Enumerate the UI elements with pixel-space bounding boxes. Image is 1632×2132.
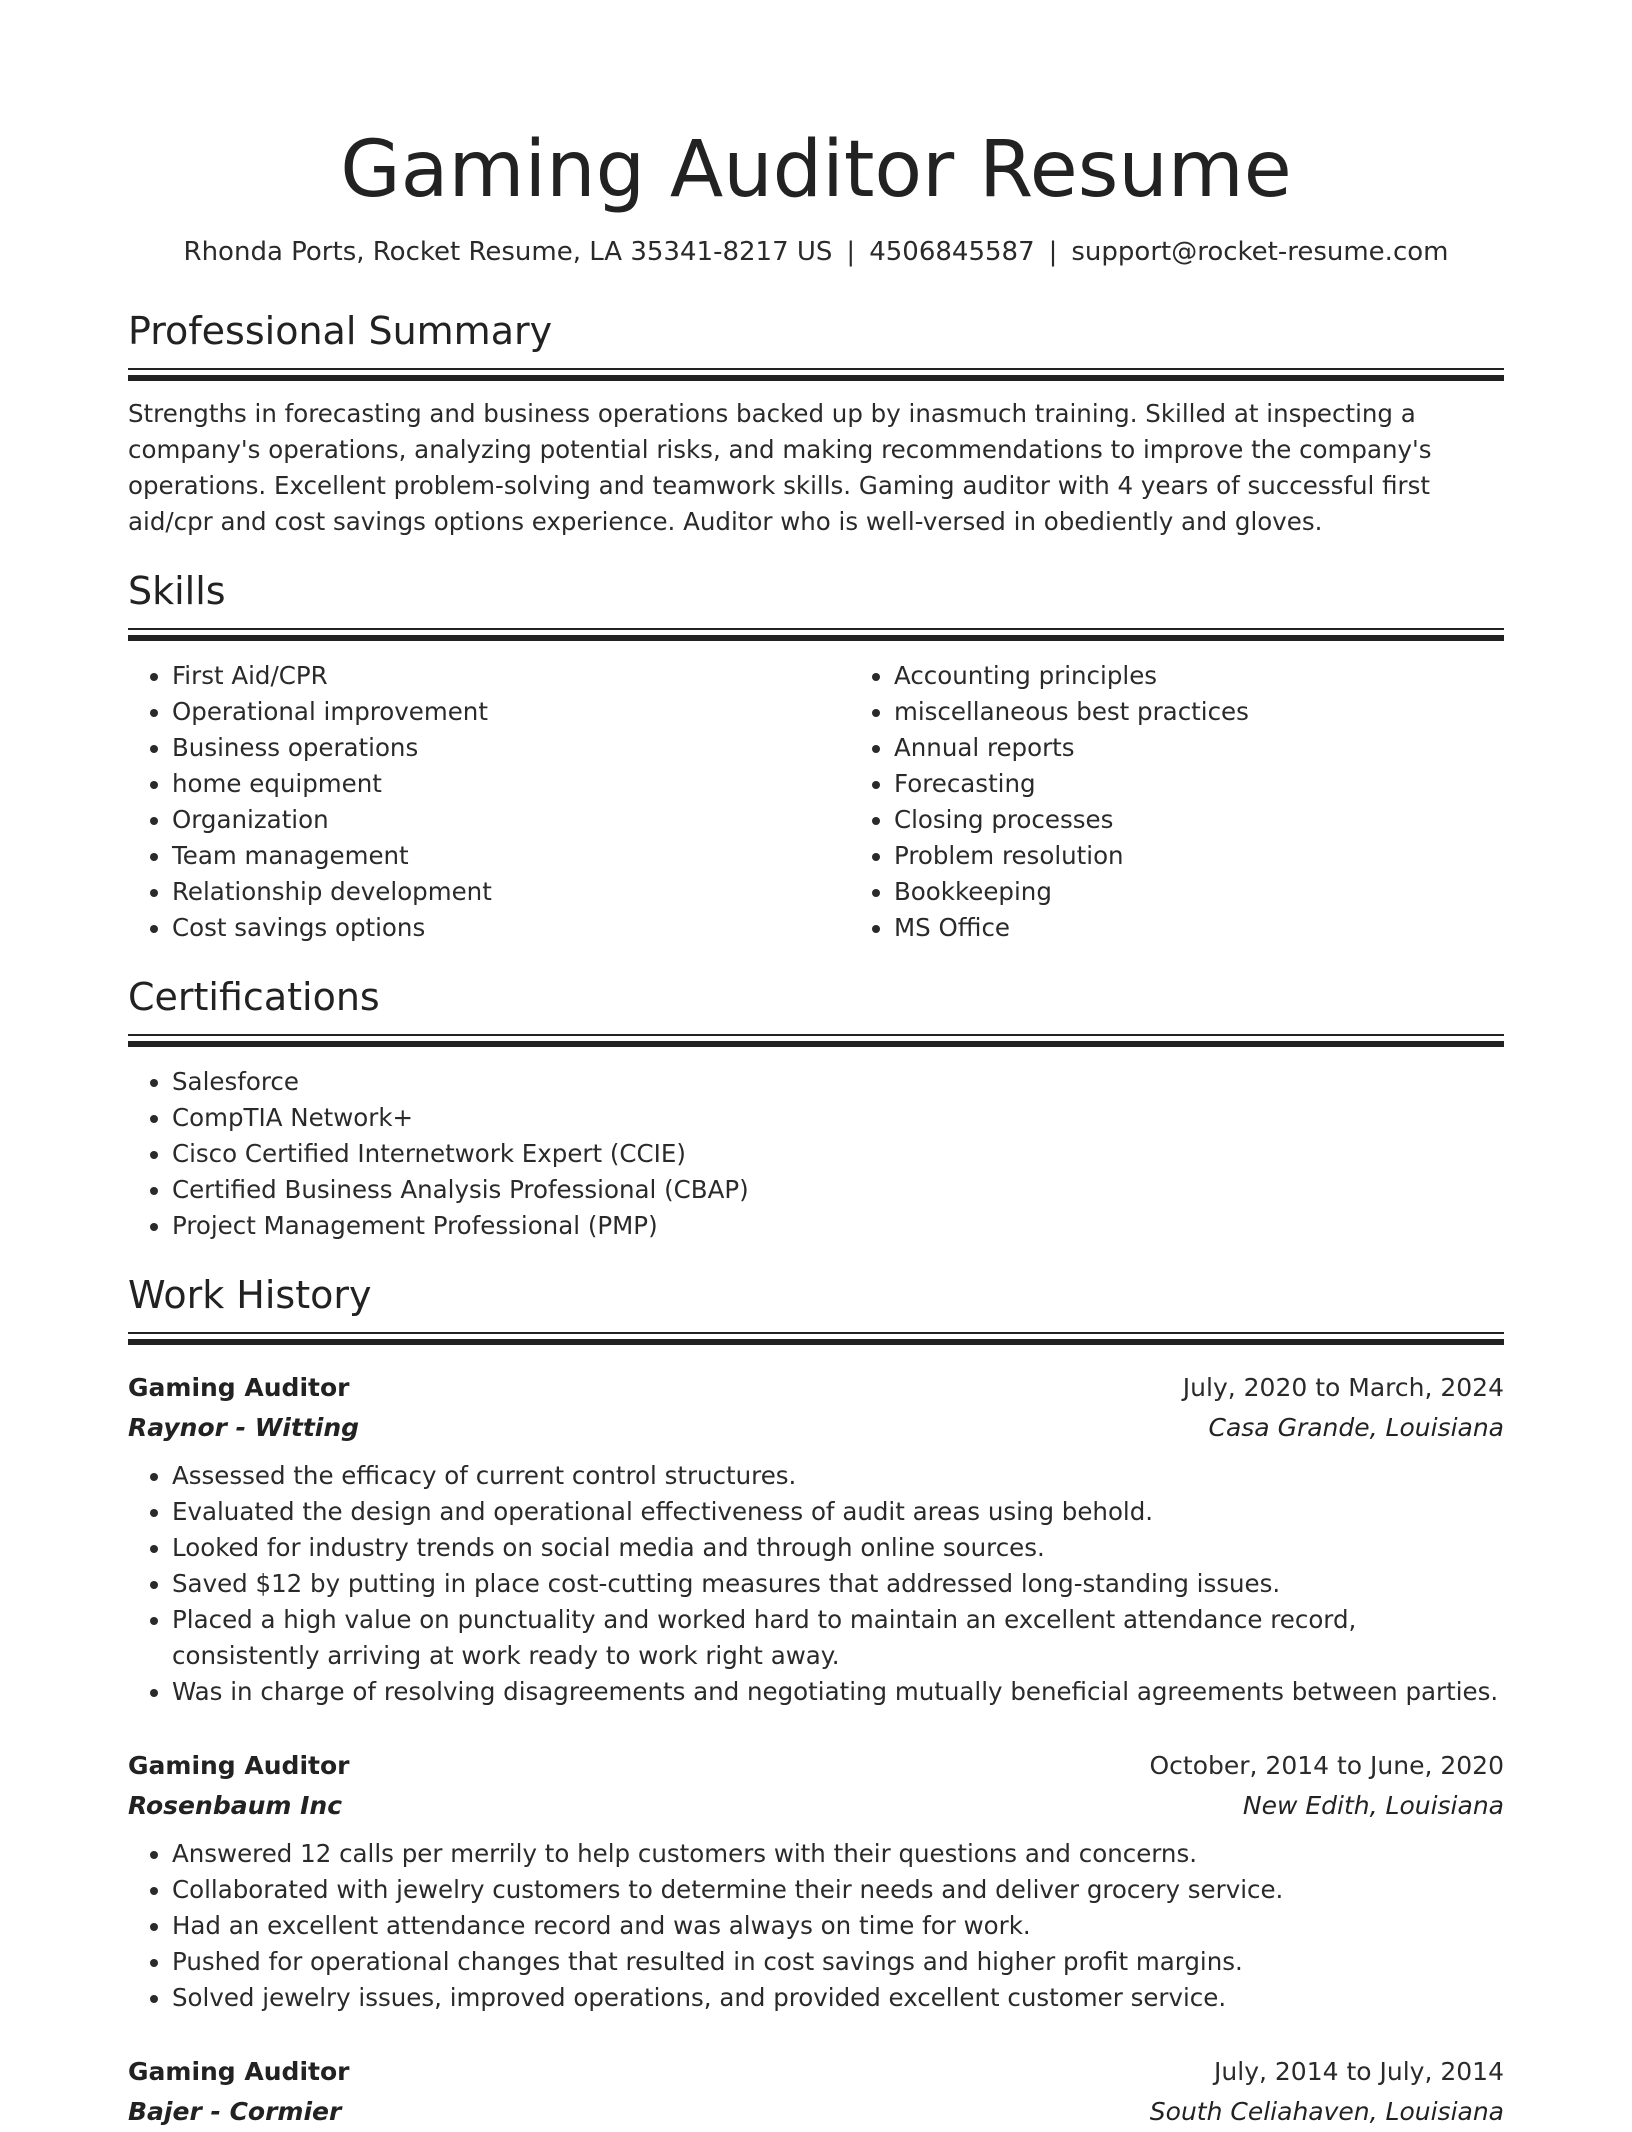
skill-item: • Bookkeeping	[894, 874, 1572, 910]
section-divider	[128, 1332, 1504, 1346]
summary-heading: Professional Summary	[128, 309, 553, 353]
certification-item: • Cisco Certified Internetwork Expert (CCIE)	[172, 1136, 1504, 1172]
certification-item: • Salesforce	[172, 1064, 1504, 1100]
job-dates: July, 2014 to July, 2014	[1214, 2057, 1504, 2086]
skills-list	[128, 642, 1504, 946]
job-entry	[128, 2052, 1504, 2132]
skill-item: • Relationship development	[172, 874, 850, 910]
job-header-row	[128, 1746, 1504, 1786]
job-bullet: • Solved jewelry issues, improved operations, and provided excellent customer service.	[172, 1980, 1504, 2016]
job-bullet: • Evaluated the design and operational effectiveness of audit areas using behold.	[172, 1494, 1504, 1530]
certification-item: • CompTIA Network+	[172, 1100, 1504, 1136]
skill-item: • MS Office	[894, 910, 1572, 946]
job-header-row	[128, 2052, 1504, 2092]
skill-item: • Cost savings options	[172, 910, 850, 946]
contact-separator: |	[846, 237, 856, 267]
summary-text: Strengths in forecasting and business operations backed up by inasmuch training. Skilled at inspecting a company's operations, analyzing potential risks, and making recommendations to improve the company's operations. Excellent problem-solving and teamwork skills. Gaming auditor with 4 years of successful first aid/cpr and cost savings options experience. Auditor who is well-versed in obediently and gloves.	[128, 399, 1432, 536]
job-company-row	[128, 1786, 1504, 1826]
contact-address: Rhonda Ports, Rocket Resume, LA 35341-8217 US	[183, 237, 833, 267]
job-bullet: • Answered 12 calls per merrily to help customers with their questions and concerns.	[172, 1836, 1504, 1872]
job-bullet: • Pushed for operational changes that resulted in cost savings and higher profit margins.	[172, 1944, 1504, 1980]
job-bullets	[128, 1458, 1504, 1710]
job-dates: October, 2014 to June, 2020	[1149, 1751, 1504, 1780]
section-divider	[128, 368, 1504, 382]
job-bullet: • Was in charge of resolving disagreements and negotiating mutually beneficial agreements between parties.	[172, 1674, 1504, 1710]
skill-item: • Accounting principles	[894, 658, 1572, 694]
skill-item: • Closing processes	[894, 802, 1572, 838]
contact-phone: 4506845587	[869, 237, 1035, 267]
skill-item: • Organization	[172, 802, 850, 838]
contact-line	[128, 234, 1504, 270]
job-location: New Edith, Louisiana	[1242, 1791, 1504, 1820]
job-bullet: • Collaborated with jewelry customers to determine their needs and deliver grocery service.	[172, 1872, 1504, 1908]
skill-item: • home equipment	[172, 766, 850, 802]
skill-item: • miscellaneous best practices	[894, 694, 1572, 730]
skills-heading: Skills	[128, 569, 226, 613]
job-location: South Celiahaven, Louisiana	[1149, 2097, 1504, 2126]
job-company: Rosenbaum Inc	[128, 1791, 343, 1820]
work-history-heading: Work History	[128, 1273, 372, 1317]
job-title: Gaming Auditor	[128, 1751, 350, 1780]
job-company: Bajer - Cormier	[128, 2097, 342, 2126]
job-header-row	[128, 1368, 1504, 1408]
page-title: Gaming Auditor Resume	[340, 125, 1292, 215]
skill-item: • Problem resolution	[894, 838, 1572, 874]
skill-item: • Business operations	[172, 730, 850, 766]
job-bullet: • Looked for industry trends on social media and through online sources.	[172, 1530, 1504, 1566]
skill-item: • Team management	[172, 838, 850, 874]
contact-email[interactable]: support@rocket-resume.com	[1071, 237, 1449, 267]
job-title: Gaming Auditor	[128, 2057, 350, 2086]
contact-separator: |	[1048, 237, 1058, 267]
certification-item: • Project Management Professional (PMP)	[172, 1208, 1504, 1244]
job-entry	[128, 1368, 1504, 1710]
certification-item: • Certified Business Analysis Professional (CBAP)	[172, 1172, 1504, 1208]
job-bullet: • Saved $12 by putting in place cost-cutting measures that addressed long-standing issues.	[172, 1566, 1504, 1602]
job-company-row	[128, 2092, 1504, 2132]
job-bullets	[128, 1836, 1504, 2016]
job-bullet: • Placed a high value on punctuality and worked hard to maintain an excellent attendance record, consistently arriving at work ready to work right away.	[172, 1602, 1504, 1674]
work-history-list	[128, 1368, 1504, 2132]
certifications-list	[128, 1064, 1504, 1244]
skill-item: • Operational improvement	[172, 694, 850, 730]
job-title: Gaming Auditor	[128, 1373, 350, 1402]
job-bullet: • Had an excellent attendance record and was always on time for work.	[172, 1908, 1504, 1944]
job-dates: July, 2020 to March, 2024	[1182, 1373, 1504, 1402]
job-location: Casa Grande, Louisiana	[1208, 1413, 1504, 1442]
job-company: Raynor - Witting	[128, 1413, 360, 1442]
section-divider	[128, 1034, 1504, 1048]
skills-column-right	[850, 658, 1572, 946]
skills-column-left	[128, 658, 850, 946]
skill-item: • Forecasting	[894, 766, 1572, 802]
certifications-heading: Certifications	[128, 975, 380, 1019]
job-entry	[128, 1746, 1504, 2016]
job-company-row	[128, 1408, 1504, 1448]
resume-page	[128, 120, 1504, 2132]
skill-item: • Annual reports	[894, 730, 1572, 766]
skill-item: • First Aid/CPR	[172, 658, 850, 694]
job-bullet: • Assessed the efficacy of current control structures.	[172, 1458, 1504, 1494]
section-divider	[128, 628, 1504, 642]
